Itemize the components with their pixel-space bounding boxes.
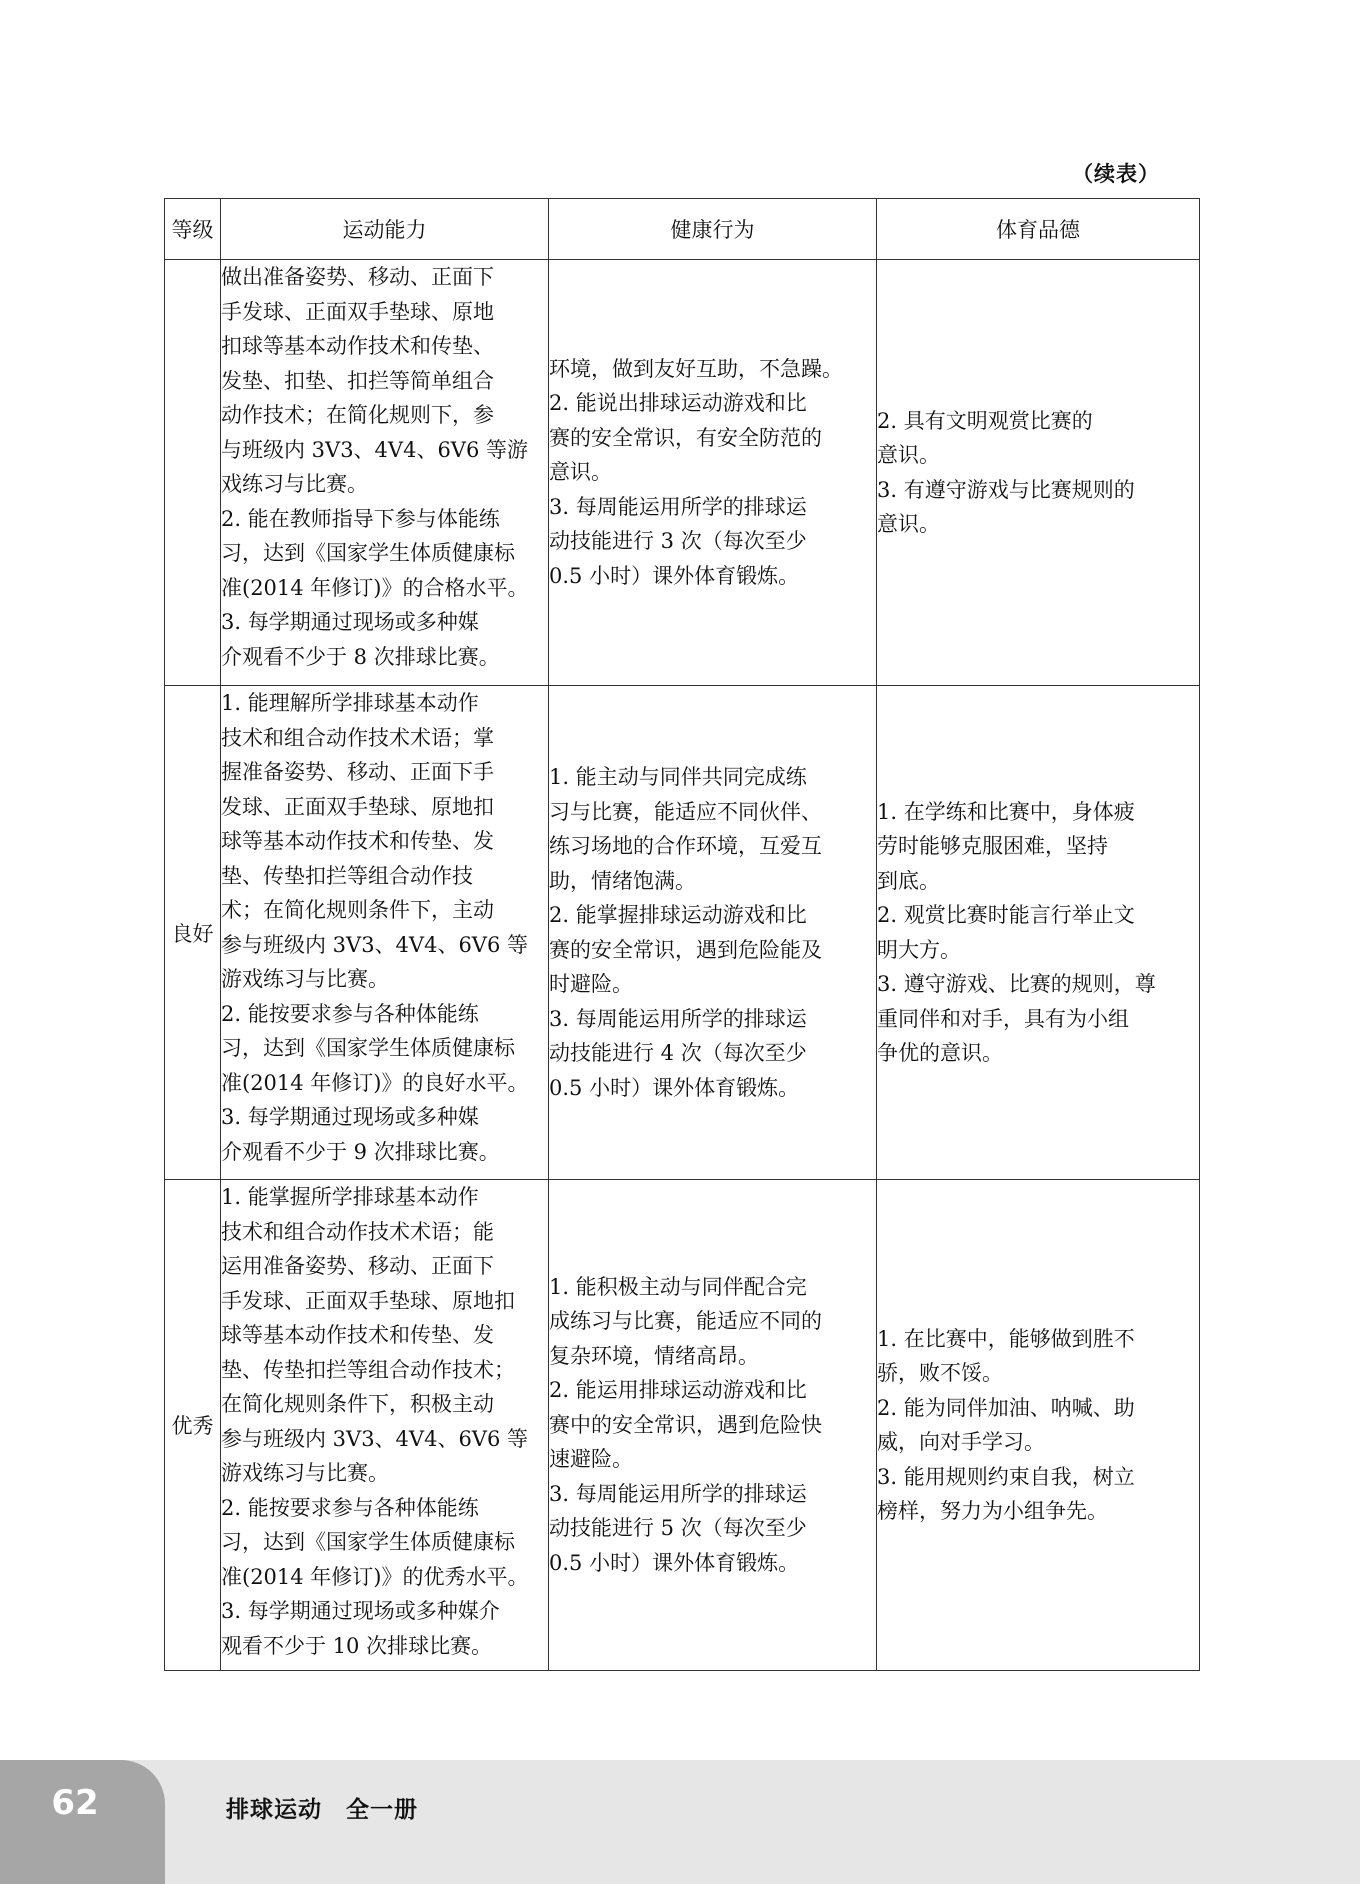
text-line: 意识。	[877, 512, 940, 536]
text-line: 垫、传垫扣拦等组合动作技术；	[221, 1357, 515, 1382]
text-line: 练习场地的合作环境，互爱互	[549, 834, 822, 858]
health-behavior-cell	[549, 686, 877, 1180]
text-line: 动技能进行 4 次（每次至少	[549, 1041, 807, 1065]
text-line: 榜样，努力为小组争先。	[877, 1499, 1108, 1523]
text-line: 环境，做到友好互助，不急躁。	[549, 356, 843, 381]
text-line: 赛的安全常识，有安全防范的	[549, 425, 822, 450]
text-line: 介观看不少于 8 次排球比赛。	[221, 644, 500, 669]
text-line: 技术和组合动作技术术语；掌	[221, 725, 494, 750]
text-line: 到底。	[877, 868, 940, 893]
text-line: 2. 能说出排球运动游戏和比	[549, 391, 807, 416]
text-line: 2. 能运用排球运动游戏和比	[549, 1378, 807, 1403]
text-line: 劳时能够克服困难，坚持	[877, 834, 1108, 858]
text-line: 0.5 小时）课外体育锻炼。	[549, 1550, 800, 1575]
text-line: 1. 能理解所学排球基本动作	[221, 691, 479, 715]
text-line: 赛中的安全常识，遇到危险快	[549, 1412, 822, 1437]
motor-ability-cell	[221, 260, 549, 686]
text-line: 赛的安全常识，遇到危险能及	[549, 937, 822, 962]
text-line: 动作技术；在简化规则下，参	[221, 403, 494, 427]
text-line: 3. 有遵守游戏与比赛规则的	[877, 477, 1135, 502]
text-line: 运用准备姿势、移动、正面下	[221, 1254, 494, 1278]
text-line: 助，情绪饱满。	[549, 868, 696, 893]
text-line: 2. 能按要求参与各种体能练	[221, 1495, 479, 1520]
text-line: 3. 每周能运用所学的排球运	[549, 1006, 807, 1031]
text-line: 意识。	[549, 460, 612, 485]
text-line: 习，达到《国家学生体质健康标	[221, 1530, 515, 1554]
text-line: 重同伴和对手，具有为小组	[877, 1006, 1129, 1031]
header-grade: 等级	[165, 199, 221, 260]
text-line: 握准备姿势、移动、正面下手	[221, 760, 494, 784]
motor-ability-cell	[221, 1180, 549, 1671]
text-line: 3. 每学期通过现场或多种媒	[221, 1105, 479, 1129]
text-line: 3. 能用规则约束自我，树立	[877, 1464, 1135, 1489]
text-line: 扣球等基本动作技术和传垫、	[221, 334, 494, 358]
text-line: 动技能进行 5 次（每次至少	[549, 1516, 807, 1541]
text-line: 成练习与比赛，能适应不同的	[549, 1309, 822, 1334]
motor-ability-cell	[221, 686, 549, 1180]
text-line: 发球、正面双手垫球、原地扣	[221, 794, 494, 819]
sports-ethics-cell	[877, 1180, 1200, 1671]
text-line: 2. 能掌握排球运动游戏和比	[549, 903, 807, 927]
text-line: 骄，败不馁。	[877, 1361, 1003, 1385]
text-line: 观看不少于 10 次排球比赛。	[221, 1633, 493, 1658]
text-line: 习与比赛，能适应不同伙伴、	[549, 799, 822, 824]
grade-cell	[165, 260, 221, 686]
page-number: 62	[51, 1783, 99, 1823]
text-line: 2. 能在教师指导下参与体能练	[221, 506, 500, 531]
text-line: 0.5 小时）课外体育锻炼。	[549, 1075, 800, 1100]
text-line: 戏练习与比赛。	[221, 472, 368, 496]
text-line: 速避险。	[549, 1447, 633, 1472]
text-line: 3. 每学期通过现场或多种媒	[221, 610, 479, 634]
text-line: 技术和组合动作技术术语；能	[221, 1219, 494, 1244]
text-line: 时避险。	[549, 972, 633, 996]
text-line: 习，达到《国家学生体质健康标	[221, 541, 515, 565]
text-line: 参与班级内 3V3、4V4、6V6 等	[221, 1426, 529, 1451]
continued-label: （续表）	[1072, 162, 1160, 186]
book-title: 排球运动 全一册	[226, 1797, 418, 1823]
health-behavior-cell	[549, 260, 877, 686]
text-line: 发垫、扣垫、扣拦等简单组合	[221, 368, 494, 393]
text-line: 准(2014 年修订)》的良好水平。	[221, 1070, 529, 1095]
header-motor-ability: 运动能力	[221, 199, 549, 260]
text-line: 手发球、正面双手垫球、原地扣	[221, 1288, 515, 1313]
text-line: 1. 能积极主动与同伴配合完	[549, 1274, 807, 1299]
text-line: 0.5 小时）课外体育锻炼。	[549, 563, 800, 588]
text-line: 3. 遵守游戏、比赛的规则，尊	[877, 972, 1156, 996]
text-line: 意识。	[877, 443, 940, 467]
table-header-row	[165, 199, 1200, 260]
text-line: 2. 具有文明观赏比赛的	[877, 408, 1093, 433]
text-line: 3. 每周能运用所学的排球运	[549, 494, 807, 519]
grade-cell: 优秀	[165, 1180, 221, 1671]
health-behavior-cell	[549, 1180, 877, 1671]
text-line: 游戏练习与比赛。	[221, 1461, 389, 1485]
text-line: 复杂环境，情绪高昂。	[549, 1343, 759, 1368]
grade-cell: 良好	[165, 686, 221, 1180]
text-line: 球等基本动作技术和传垫、发	[221, 1323, 494, 1347]
text-line: 2. 能按要求参与各种体能练	[221, 1001, 479, 1026]
text-line: 威，向对手学习。	[877, 1430, 1045, 1454]
text-line: 1. 能主动与同伴共同完成练	[549, 765, 807, 789]
text-line: 准(2014 年修订)》的合格水平。	[221, 575, 529, 600]
text-line: 球等基本动作技术和传垫、发	[221, 829, 494, 853]
text-line: 1. 在学练和比赛中，身体疲	[877, 799, 1135, 824]
table-row	[165, 260, 1200, 686]
sports-ethics-cell	[877, 686, 1200, 1180]
text-line: 明大方。	[877, 937, 961, 962]
text-line: 介观看不少于 9 次排球比赛。	[221, 1139, 500, 1164]
text-line: 动技能进行 3 次（每次至少	[549, 529, 807, 554]
text-line: 与班级内 3V3、4V4、6V6 等游	[221, 437, 529, 462]
text-line: 在简化规则条件下，积极主动	[221, 1392, 494, 1416]
header-health-behavior: 健康行为	[549, 199, 877, 260]
text-line: 习，达到《国家学生体质健康标	[221, 1036, 515, 1060]
text-line: 3. 每学期通过现场或多种媒介	[221, 1599, 500, 1623]
text-line: 参与班级内 3V3、4V4、6V6 等	[221, 932, 529, 957]
header-sports-ethics: 体育品德	[877, 199, 1200, 260]
text-line: 准(2014 年修订)》的优秀水平。	[221, 1564, 529, 1589]
sports-ethics-cell	[877, 260, 1200, 686]
text-line: 2. 观赏比赛时能言行举止文	[877, 903, 1135, 927]
text-line: 1. 在比赛中，能够做到胜不	[877, 1326, 1135, 1351]
text-line: 3. 每周能运用所学的排球运	[549, 1481, 807, 1506]
text-line: 做出准备姿势、移动、正面下	[221, 265, 494, 289]
evaluation-table	[164, 198, 1200, 1671]
text-line: 术；在简化规则条件下，主动	[221, 898, 494, 922]
text-line: 垫、传垫扣拦等组合动作技	[221, 863, 473, 888]
text-line: 1. 能掌握所学排球基本动作	[221, 1185, 479, 1209]
page-footer	[0, 1760, 1360, 1884]
text-line: 2. 能为同伴加油、呐喊、助	[877, 1395, 1135, 1420]
table-row	[165, 686, 1200, 1180]
text-line: 争优的意识。	[877, 1041, 1003, 1065]
text-line: 手发球、正面双手垫球、原地	[221, 299, 494, 324]
table-row	[165, 1180, 1200, 1671]
text-line: 游戏练习与比赛。	[221, 967, 389, 991]
